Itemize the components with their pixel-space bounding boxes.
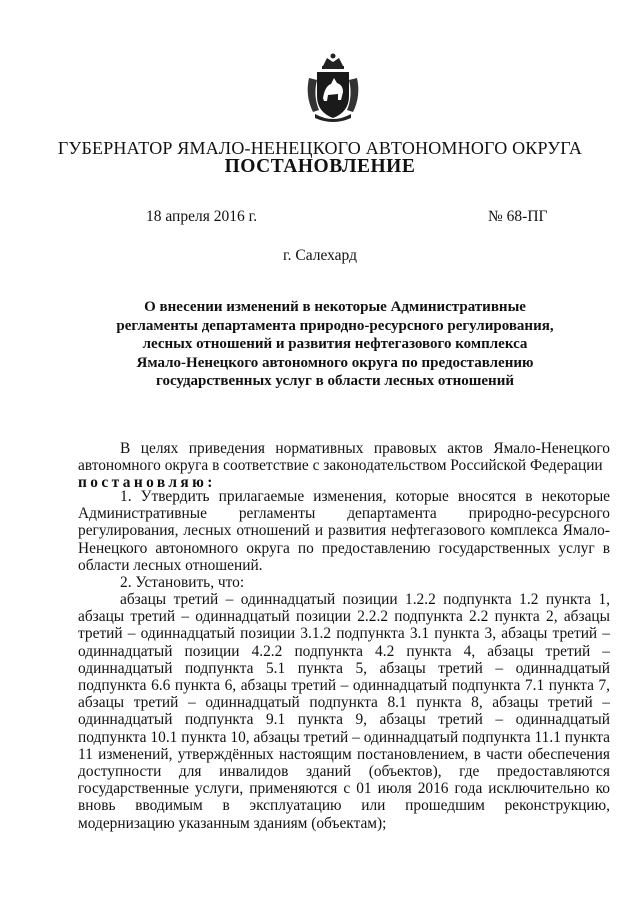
coat-of-arms-icon (301, 52, 365, 124)
document-number: № 68-ПГ (488, 208, 548, 225)
document-type: ПОСТАНОВЛЕНИЕ (224, 156, 416, 177)
resolve-word: постановляю: (78, 474, 216, 492)
item-2-text: 2. Установить, что: (120, 574, 245, 591)
preamble-text: В целях приведения нормативных правовых актов Ямало-Ненецкого автономного округа в соответствие с законодательством Российской Федерации (78, 440, 610, 475)
preamble (78, 440, 610, 492)
heading-line: лесных отношений и развития нефтегазового комплекса (142, 336, 528, 353)
item-2-paragraph: абзацы третий – одиннадцатый позиции 1.2.2 подпункта 1.2 пункта 1, абзацы третий – одиннадцатый позиции 2.2.2 подпункта 2.2 пункта 2, абзацы третий – одиннадцатый позиции 3.1.2 подпункта 3.1 пункта 3, абзацы третий – одиннадцатый позиции 4.2.2 подпункта 4.2 пункта 4, абзацы третий – одиннадцатый подпункта 5.1 пункта 5, абзацы третий – одиннадцатый подпункта 6.6 пункта 6, абзацы третий – одиннадцатый подпункта 7.1 пункта 7, абзацы третий – одиннадцатый подпункта 8.1 пункта 8, абзацы третий – одиннадцатый подпункта 9.1 пункта 9, абзацы третий – одиннадцатый подпункта 10.1 пункта 10, абзацы третий – одиннадцатый подпункта 11.1 пункта 11 изменений, утверждённых настоящим постановлением, в части обеспечения доступности для инвалидов зданий (объектов), где предоставляются государственные услуги, применяются с 01 июля 2016 года исключительно ко вновь вводимым в эксплуатацию или прошедшим реконструкцию, модернизацию указанным зданиям (объектам); (78, 591, 610, 832)
document-heading (100, 298, 570, 391)
item-2-body (78, 591, 610, 832)
heading-line: государственных услуг в области лесных отношений (156, 373, 514, 390)
item-2-heading (78, 574, 610, 591)
document-city: г. Салехард (283, 247, 357, 264)
heading-line: регламенты департамента природно-ресурсного регулирования, (116, 317, 554, 334)
item-1 (78, 488, 610, 574)
item-1-text: 1. Утвердить прилагаемые изменения, которые вносятся в некоторые Административные регламенты департамента природно-ресурсного регулирования, лесных отношений и развития нефтегазового комплекса Ямало-Ненецкого автономного округа по предоставлению государственных услуг в области лесных отношений. (78, 488, 610, 574)
heading-line: О внесении изменений в некоторые Административные (144, 299, 526, 315)
document-date: 18 апреля 2016 г. (146, 208, 258, 225)
organization-title: ГУБЕРНАТОР ЯМАЛО-НЕНЕЦКОГО АВТОНОМНОГО ОКРУГА (57, 138, 583, 158)
heading-line: Ямало-Ненецкого автономного округа по предоставлению (136, 354, 534, 371)
